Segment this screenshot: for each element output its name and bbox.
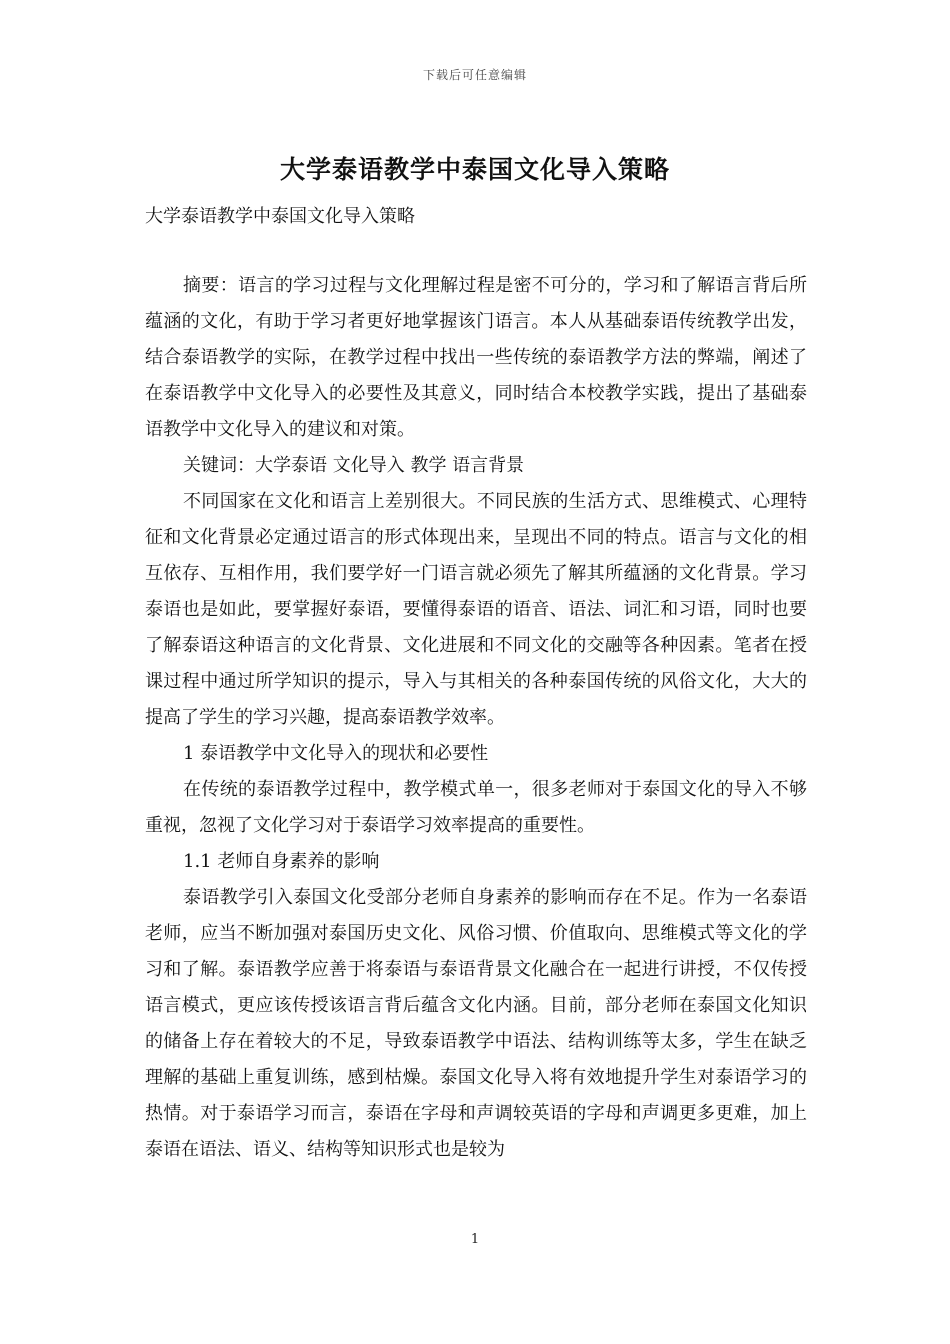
section-heading-1: 1 泰语教学中文化导入的现状和必要性 bbox=[183, 743, 489, 764]
page-number: 1 bbox=[470, 1232, 480, 1247]
document-subtitle: 大学泰语教学中泰国文化导入策略 bbox=[145, 206, 415, 227]
section-heading-1-1: 1.1 老师自身素养的影响 bbox=[183, 851, 380, 872]
abstract-paragraph: 摘要：语言的学习过程与文化理解过程是密不可分的，学习和了解语言背后所蕴涵的文化，有助于学习者更好地掌握该门语言。本人从基础泰语传统教学出发，结合泰语教学的实际，在教学过程中找出一些传统的泰语教学方法的弊端，阐述了在泰语教学中文化导入的必要性及其意义，同时结合本校教学实践，提出了基础泰语教学中文化导入的建议和对策。 bbox=[145, 275, 807, 440]
document-title: 大学泰语教学中泰国文化导入策略 bbox=[279, 155, 670, 184]
section-1-paragraph: 在传统的泰语教学过程中，教学模式单一，很多老师对于泰国文化的导入不够重视，忽视了文化学习对于泰语学习效率提高的重要性。 bbox=[145, 779, 807, 836]
section-1-1-paragraph: 泰语教学引入泰国文化受部分老师自身素养的影响而存在不足。作为一名泰语老师，应当不断加强对泰国历史文化、风俗习惯、价值取向、思维模式等文化的学习和了解。泰语教学应善于将泰语与泰语背景文化融合在一起进行讲授，不仅传授语言模式，更应该传授该语言背后蕴含文化内涵。目前，部分老师在泰国文化知识的储备上存在着较大的不足，导致泰语教学中语法、结构训练等太多，学生在缺乏理解的基础上重复训练，感到枯燥。泰国文化导入将有效地提升学生对泰语学习的热情。对于泰语学习而言，泰语在字母和声调较英语的字母和声调更多更难，加上泰语在语法、语义、结构等知识形式也是较为 bbox=[145, 887, 807, 1160]
keywords-paragraph: 关键词：大学泰语 文化导入 教学 语言背景 bbox=[183, 455, 525, 476]
document-body bbox=[145, 268, 807, 1168]
intro-paragraph: 不同国家在文化和语言上差别很大。不同民族的生活方式、思维模式、心理特征和文化背景必定通过语言的形式体现出来，呈现出不同的特点。语言与文化的相互依存、互相作用，我们要学好一门语言就必须先了解其所蕴涵的文化背景。学习泰语也是如此，要掌握好泰语，要懂得泰语的语音、语法、词汇和习语，同时也要了解泰语这种语言的文化背景、文化进展和不同文化的交融等各种因素。笔者在授课过程中通过所学知识的提示，导入与其相关的各种泰国传统的风俗文化，大大的提高了学生的学习兴趣，提高泰语教学效率。 bbox=[145, 491, 807, 728]
header-note: 下载后可任意编辑 bbox=[422, 68, 527, 82]
